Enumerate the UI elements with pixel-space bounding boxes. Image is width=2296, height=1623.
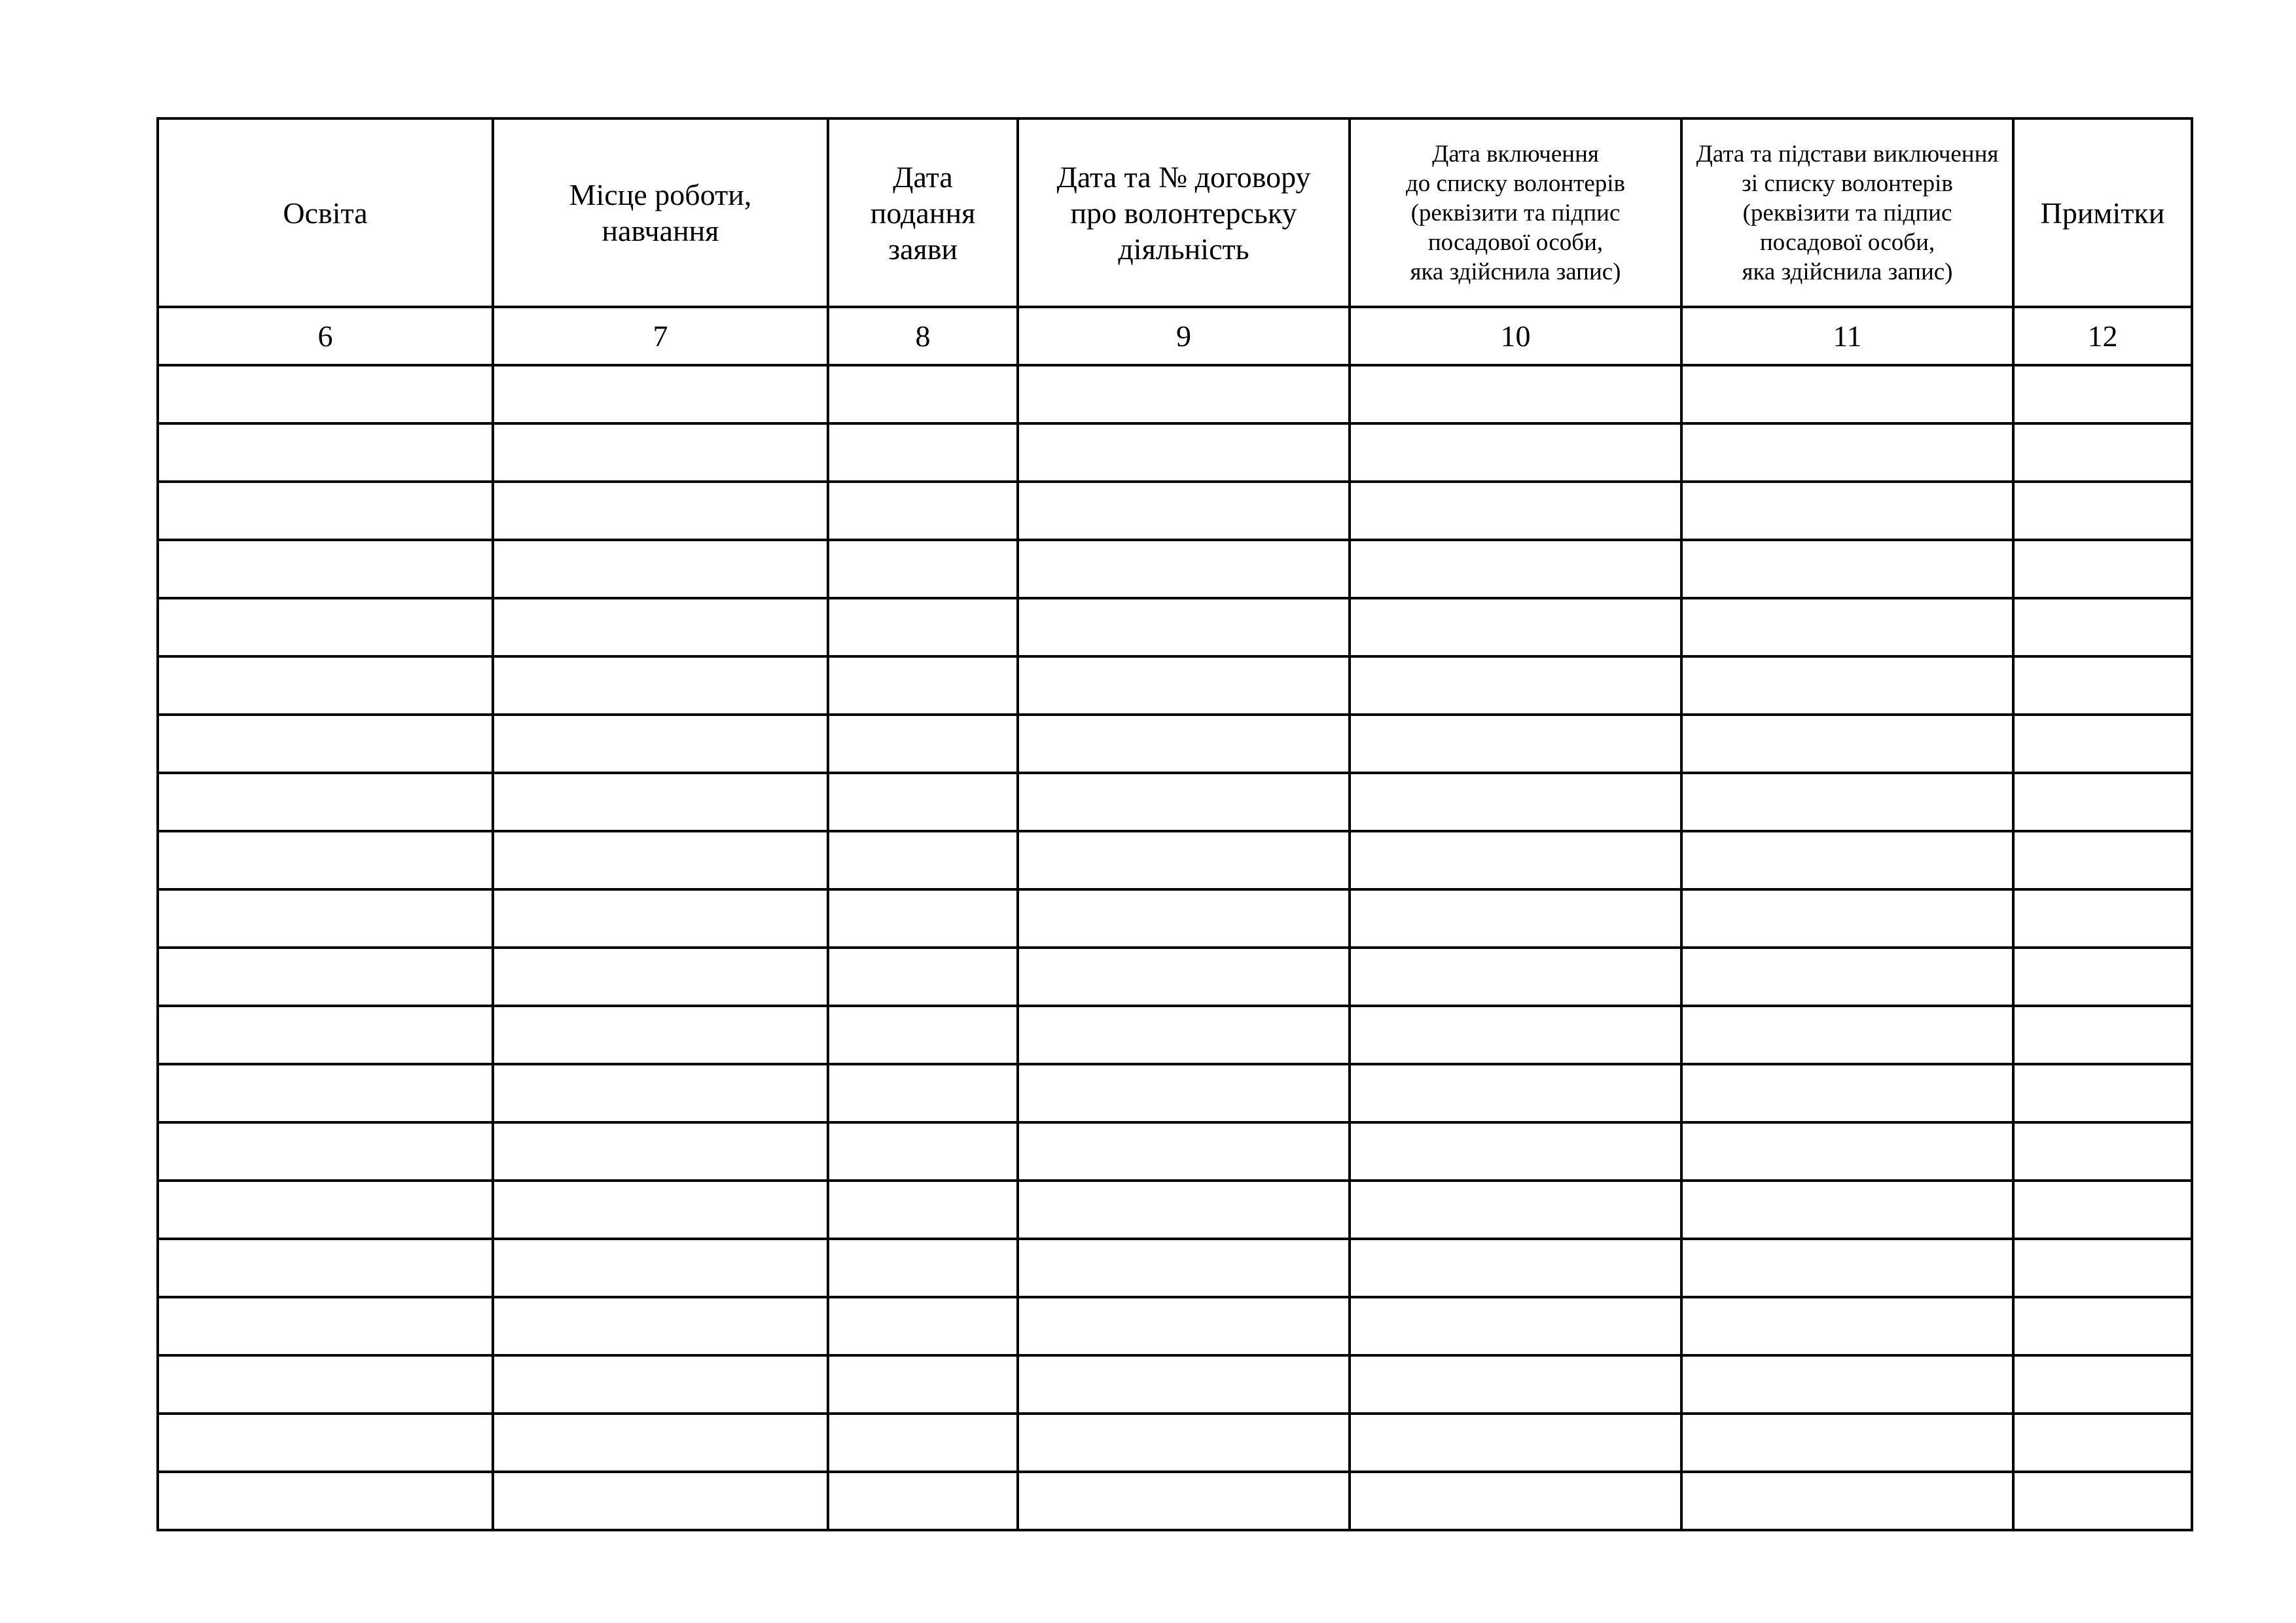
table-cell — [158, 889, 493, 948]
table-cell — [158, 1355, 493, 1414]
column-number: 12 — [2013, 307, 2192, 365]
table-cell — [493, 423, 828, 482]
table-row — [158, 423, 2192, 482]
table-row — [158, 598, 2192, 656]
table-cell — [158, 1472, 493, 1530]
table-cell — [1681, 1181, 2013, 1239]
table-cell — [2013, 482, 2192, 540]
table-cell — [493, 1414, 828, 1472]
table-cell — [1681, 1064, 2013, 1122]
table-cell — [158, 423, 493, 482]
table-cell — [1681, 1122, 2013, 1181]
table-cell — [2013, 540, 2192, 598]
table-cell — [493, 1181, 828, 1239]
table-cell — [493, 656, 828, 715]
table-cell — [1018, 1122, 1350, 1181]
table-cell — [1681, 1355, 2013, 1414]
table-cell — [1018, 1239, 1350, 1297]
header-row — [158, 118, 2192, 307]
table-cell — [1018, 1064, 1350, 1122]
table-cell — [1350, 831, 1681, 889]
column-number: 10 — [1350, 307, 1681, 365]
table-cell — [158, 1006, 493, 1064]
table-cell — [1350, 889, 1681, 948]
table-cell — [2013, 1181, 2192, 1239]
table-cell — [2013, 715, 2192, 773]
table-row — [158, 831, 2192, 889]
table-cell — [1350, 1064, 1681, 1122]
table-cell — [493, 1064, 828, 1122]
table-cell — [1681, 540, 2013, 598]
table-cell — [1350, 1355, 1681, 1414]
table-cell — [158, 1122, 493, 1181]
table-cell — [828, 1414, 1018, 1472]
table-cell — [1350, 948, 1681, 1006]
table-cell — [493, 365, 828, 423]
table-cell — [1018, 889, 1350, 948]
table-cell — [2013, 1006, 2192, 1064]
table-cell — [1681, 889, 2013, 948]
table-cell — [1018, 1472, 1350, 1530]
table-row — [158, 1472, 2192, 1530]
table-cell — [1681, 1239, 2013, 1297]
table-row — [158, 365, 2192, 423]
table-cell — [2013, 948, 2192, 1006]
table-cell — [158, 1239, 493, 1297]
table-cell — [493, 1472, 828, 1530]
table-cell — [2013, 1064, 2192, 1122]
table-cell — [493, 482, 828, 540]
table-cell — [828, 656, 1018, 715]
table-row — [158, 948, 2192, 1006]
table-cell — [1018, 1181, 1350, 1239]
table-cell — [1018, 1297, 1350, 1355]
table-row — [158, 1006, 2192, 1064]
table-cell — [828, 1472, 1018, 1530]
table-cell — [158, 773, 493, 831]
table-cell — [2013, 423, 2192, 482]
column-number: 8 — [828, 307, 1018, 365]
table-cell — [1681, 1414, 2013, 1472]
column-number-row — [158, 307, 2192, 365]
table-cell — [1350, 1122, 1681, 1181]
table-cell — [828, 540, 1018, 598]
table-cell — [493, 948, 828, 1006]
table-cell — [1350, 482, 1681, 540]
table-row — [158, 482, 2192, 540]
table-cell — [2013, 1414, 2192, 1472]
column-number: 9 — [1018, 307, 1350, 365]
table-cell — [1681, 423, 2013, 482]
table-cell — [158, 656, 493, 715]
column-number: 6 — [158, 307, 493, 365]
table-cell — [2013, 598, 2192, 656]
table-cell — [493, 715, 828, 773]
table-cell — [828, 1239, 1018, 1297]
table-cell — [493, 1355, 828, 1414]
table-cell — [1018, 540, 1350, 598]
table-cell — [1018, 365, 1350, 423]
table-cell — [493, 1006, 828, 1064]
table-cell — [1350, 1414, 1681, 1472]
table-cell — [158, 598, 493, 656]
table-cell — [828, 423, 1018, 482]
table-cell — [2013, 1472, 2192, 1530]
table-cell — [1350, 656, 1681, 715]
table-cell — [1018, 598, 1350, 656]
column-number: 7 — [493, 307, 828, 365]
table-cell — [2013, 1239, 2192, 1297]
table-cell — [493, 773, 828, 831]
table-cell — [828, 831, 1018, 889]
table-cell — [1350, 598, 1681, 656]
table-cell — [1350, 1006, 1681, 1064]
table-cell — [493, 831, 828, 889]
table-cell — [493, 1239, 828, 1297]
table-cell — [1018, 773, 1350, 831]
table-cell — [1018, 1006, 1350, 1064]
table-cell — [1681, 773, 2013, 831]
table-body — [158, 365, 2192, 1530]
table-cell — [158, 1297, 493, 1355]
table-cell — [2013, 889, 2192, 948]
header-inclusion-date: Дата включення до списку волонтерів (реквізити та підпис посадової особи, яка здійснила запис) — [1350, 118, 1681, 307]
table-row — [158, 1297, 2192, 1355]
table-cell — [1350, 1297, 1681, 1355]
table-cell — [828, 598, 1018, 656]
table-row — [158, 1181, 2192, 1239]
table-cell — [828, 1181, 1018, 1239]
table-cell — [158, 1414, 493, 1472]
table-cell — [2013, 1297, 2192, 1355]
table-cell — [828, 1297, 1018, 1355]
table-cell — [1350, 1181, 1681, 1239]
table-cell — [828, 1006, 1018, 1064]
table-cell — [1350, 773, 1681, 831]
table-cell — [1681, 831, 2013, 889]
table-cell — [1350, 1472, 1681, 1530]
table-row — [158, 1414, 2192, 1472]
table-cell — [1681, 598, 2013, 656]
table-cell — [1018, 948, 1350, 1006]
table-cell — [828, 889, 1018, 948]
volunteer-register-table — [156, 117, 2193, 1531]
table-cell — [828, 1355, 1018, 1414]
column-number: 11 — [1681, 307, 2013, 365]
header-application-date: Дата подання заяви — [828, 118, 1018, 307]
table-cell — [158, 1064, 493, 1122]
table-cell — [493, 1297, 828, 1355]
table-cell — [158, 715, 493, 773]
table-cell — [158, 482, 493, 540]
table-cell — [158, 365, 493, 423]
table-cell — [1350, 715, 1681, 773]
table-cell — [1350, 540, 1681, 598]
table-cell — [2013, 1122, 2192, 1181]
table-cell — [1681, 1472, 2013, 1530]
table-row — [158, 773, 2192, 831]
table-row — [158, 540, 2192, 598]
table-cell — [493, 598, 828, 656]
table-cell — [1681, 482, 2013, 540]
table-cell — [2013, 1355, 2192, 1414]
table-cell — [158, 540, 493, 598]
table-cell — [1018, 831, 1350, 889]
table-cell — [1350, 365, 1681, 423]
table-cell — [828, 773, 1018, 831]
table-cell — [1350, 423, 1681, 482]
table-cell — [158, 1181, 493, 1239]
table-cell — [158, 948, 493, 1006]
header-contract: Дата та № договору про волонтерську діяльність — [1018, 118, 1350, 307]
table-cell — [1681, 715, 2013, 773]
table-cell — [828, 482, 1018, 540]
table-cell — [2013, 365, 2192, 423]
table-cell — [493, 889, 828, 948]
table-row — [158, 715, 2192, 773]
table-cell — [2013, 773, 2192, 831]
table-row — [158, 656, 2192, 715]
table-cell — [1681, 1006, 2013, 1064]
table-cell — [1681, 1297, 2013, 1355]
table-cell — [158, 831, 493, 889]
table-row — [158, 1239, 2192, 1297]
header-exclusion-date: Дата та підстави виключення зі списку волонтерів (реквізити та підпис посадової особи, яка здійснила запис) — [1681, 118, 2013, 307]
header-education: Освіта — [158, 118, 493, 307]
table-cell — [493, 540, 828, 598]
table-cell — [1018, 656, 1350, 715]
table-cell — [828, 365, 1018, 423]
table-cell — [1018, 1414, 1350, 1472]
table-cell — [1018, 1355, 1350, 1414]
table-cell — [1018, 482, 1350, 540]
table-cell — [2013, 656, 2192, 715]
table-cell — [493, 1122, 828, 1181]
table-cell — [1018, 423, 1350, 482]
table-cell — [828, 948, 1018, 1006]
table-cell — [1681, 656, 2013, 715]
table-row — [158, 889, 2192, 948]
header-workplace: Місце роботи, навчання — [493, 118, 828, 307]
table-cell — [1681, 948, 2013, 1006]
table-cell — [828, 1122, 1018, 1181]
table-row — [158, 1064, 2192, 1122]
header-notes: Примітки — [2013, 118, 2192, 307]
table-cell — [1018, 715, 1350, 773]
table-cell — [2013, 831, 2192, 889]
table-row — [158, 1355, 2192, 1414]
table-cell — [828, 1064, 1018, 1122]
table-row — [158, 1122, 2192, 1181]
table-cell — [1350, 1239, 1681, 1297]
table-cell — [828, 715, 1018, 773]
table-cell — [1681, 365, 2013, 423]
